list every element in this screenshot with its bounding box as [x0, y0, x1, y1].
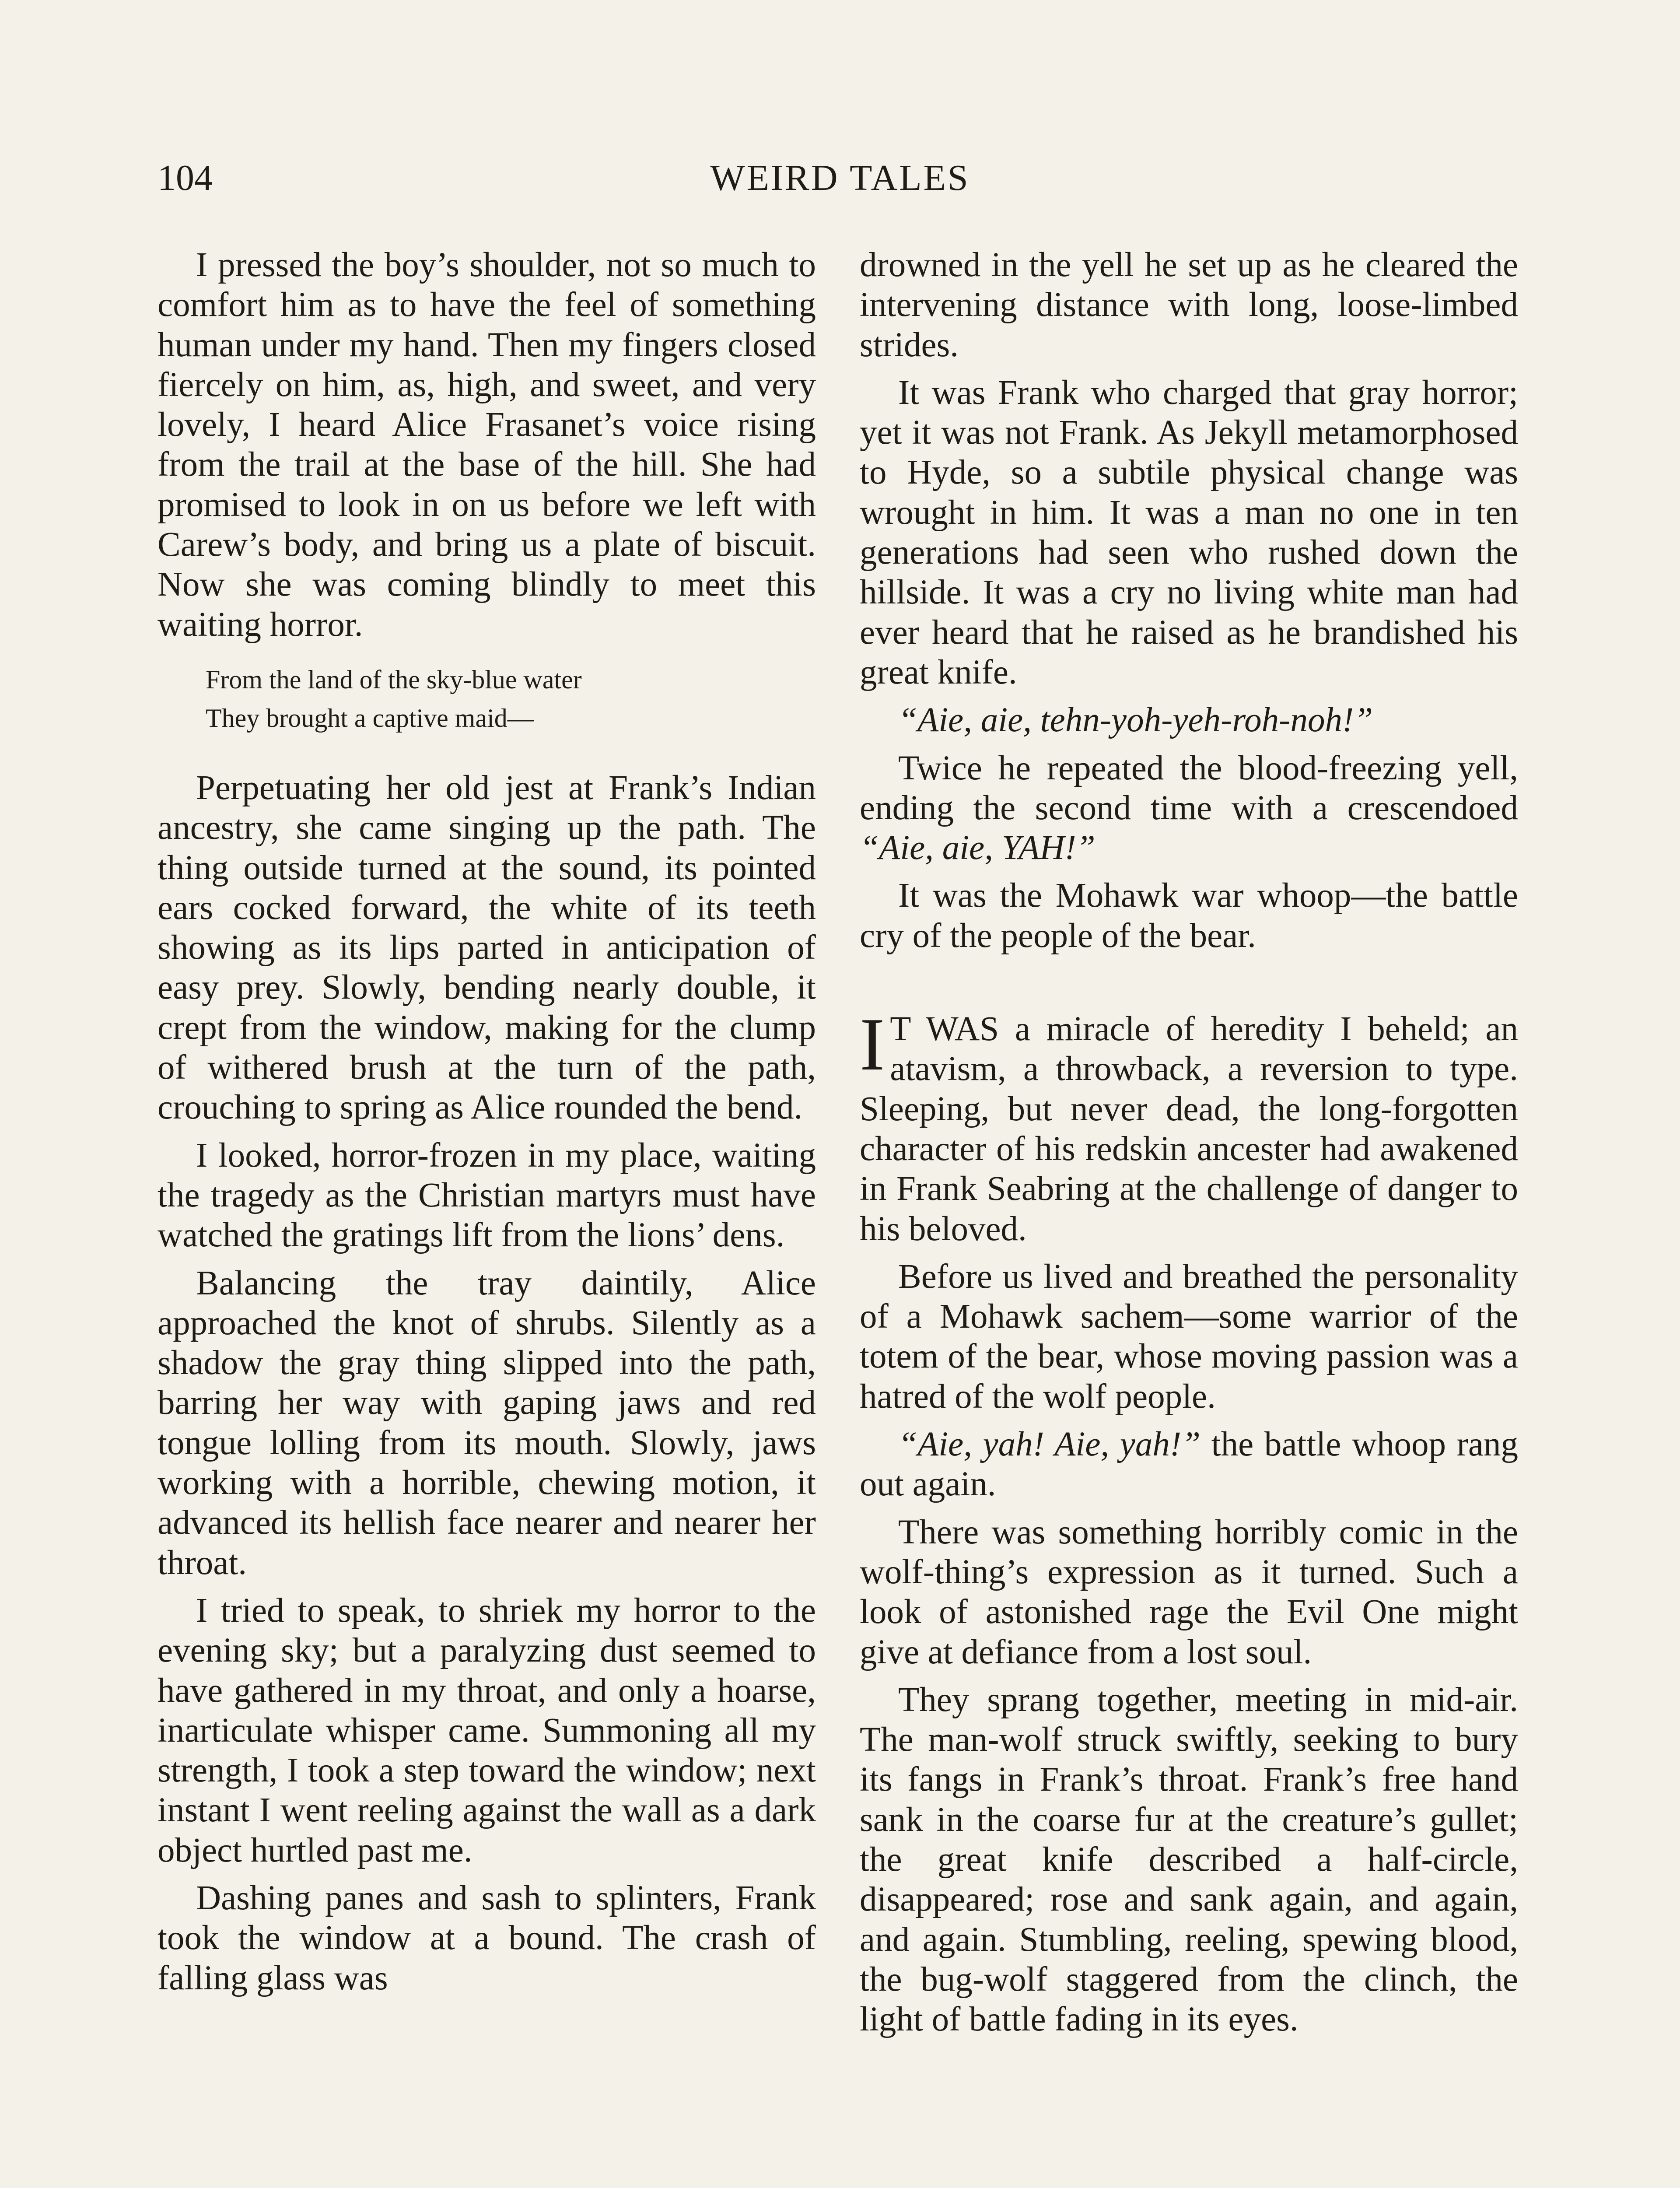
page-header	[158, 154, 1522, 207]
paragraph: Perpetuating her old jest at Frank’s Indian ancestry, she came singing up the path. The thing outside turned at the sound, its pointed ears cocked forward, the white of its teeth showing as its lips parted in anticipation of easy prey. Slowly, bending nearly double, it crept from the window, making for the clump of withered brush at the turn of the path, crouching to spring as Alice rounded the bend.	[158, 768, 816, 1127]
drop-cap: I	[860, 1003, 885, 1087]
paragraph: They sprang together, meeting in mid-air. The man-wolf struck swiftly, seeking to bury its fangs in Frank’s throat. Frank’s free hand sank in the coarse fur at the creature’s gullet; the great knife described a half-circle, disappeared; rose and sank again, and again, and again. Stumbling, reeling, spewing blood, the bug-wolf staggered from the clinch, the light of battle fading in its eyes.	[860, 1680, 1518, 2039]
paragraph-text: Twice he repeated the blood-freezing yell, ending the second time with a crescendoed	[860, 749, 1518, 827]
paragraph: There was something horribly comic in the wolf-thing’s expression as it turned. Such a look of astonished rage the Evil One might give at defiance from a lost soul.	[860, 1513, 1518, 1671]
paragraph: Balancing the tray daintily, Alice approached the knot of shrubs. Silently as a shadow the gray thing slipped into the path, barring her way with gaping jaws and red tongue lolling from its mouth. Slowly, jaws working with a horrible, chewing motion, it advanced its hellish face nearer and nearer her throat.	[158, 1264, 816, 1582]
paragraph	[860, 1424, 1518, 1504]
section-opening-paragraph	[860, 1003, 1518, 1249]
war-cry: “Aie, yah! Aie, yah!”	[898, 1425, 1201, 1464]
paragraph: It was the Mohawk war whoop—the battle cry of the people of the bear.	[860, 877, 1518, 955]
paragraph: I pressed the boy’s shoulder, not so much to comfort him as to have the feel of something human under my hand. Then my fingers closed fiercely on him, as, high, and sweet, and very lovely, I heard Alice Frasanet’s voice rising from the trail at the base of the hill. She had promised to look in on us before we left with Carew’s body, and bring us a plate of biscuit. Now she was coming blindly to meet this waiting horror.	[158, 246, 816, 644]
paragraph: drowned in the yell he set up as he cleared the intervening distance with long, loose-limbed strides.	[860, 246, 1518, 364]
paragraph: I tried to speak, to shriek my horror to the evening sky; but a paralyzing dust seemed to have gathered in my throat, and only a hoarse, inarticulate whisper came. Summoning all my strength, I took a step toward the window; next instant I went reeling against the wall as a dark object hurtled past me.	[158, 1591, 816, 1869]
paragraph: Before us lived and breathed the personality of a Mohawk sachem—some warrior of the totem of the bear, whose moving passion was a hatred of the wolf people.	[860, 1257, 1518, 1416]
paragraph: I looked, horror-frozen in my place, waiting the tragedy as the Christian martyrs must have watched the gratings lift from the lions’ dens.	[158, 1136, 816, 1255]
left-column	[158, 245, 816, 2006]
paragraph: Dashing panes and sash to splinters, Frank took the window at a bound. The crash of falling glass was	[158, 1879, 816, 1997]
right-column	[860, 245, 1518, 2047]
war-cry: “Aie, aie, YAH!”	[860, 829, 1096, 867]
page-number: 104	[158, 158, 213, 198]
war-cry: “Aie, aie, tehn-yoh-yeh-roh-noh!”	[898, 701, 1373, 740]
verse-line: They brought a captive maid—	[206, 703, 534, 733]
verse-line: From the land of the sky-blue water	[206, 665, 582, 694]
paragraph-text: the battle whoop rang out again.	[860, 1425, 1518, 1504]
verse-quote	[206, 660, 816, 737]
paragraph: It was Frank who charged that gray horror; yet it was not Frank. As Jekyll metamorphosed to Hyde, so a subtile physical change was wrought in him. It was a man no one in ten generations had seen who rushed down the hillside. It was a cry no living white man had ever heard that he raised as he brandished his great knife.	[860, 373, 1518, 691]
running-title: WEIRD TALES	[710, 158, 970, 198]
paragraph	[860, 748, 1518, 868]
paragraph-text: T WAS a miracle of heredity I beheld; an atavism, a throwback, a reversion to type. Sleeping, but never dead, the long-forgotten character of his redskin ancester had awakened in Frank Seabring at the challenge of danger to his beloved.	[860, 1010, 1518, 1248]
